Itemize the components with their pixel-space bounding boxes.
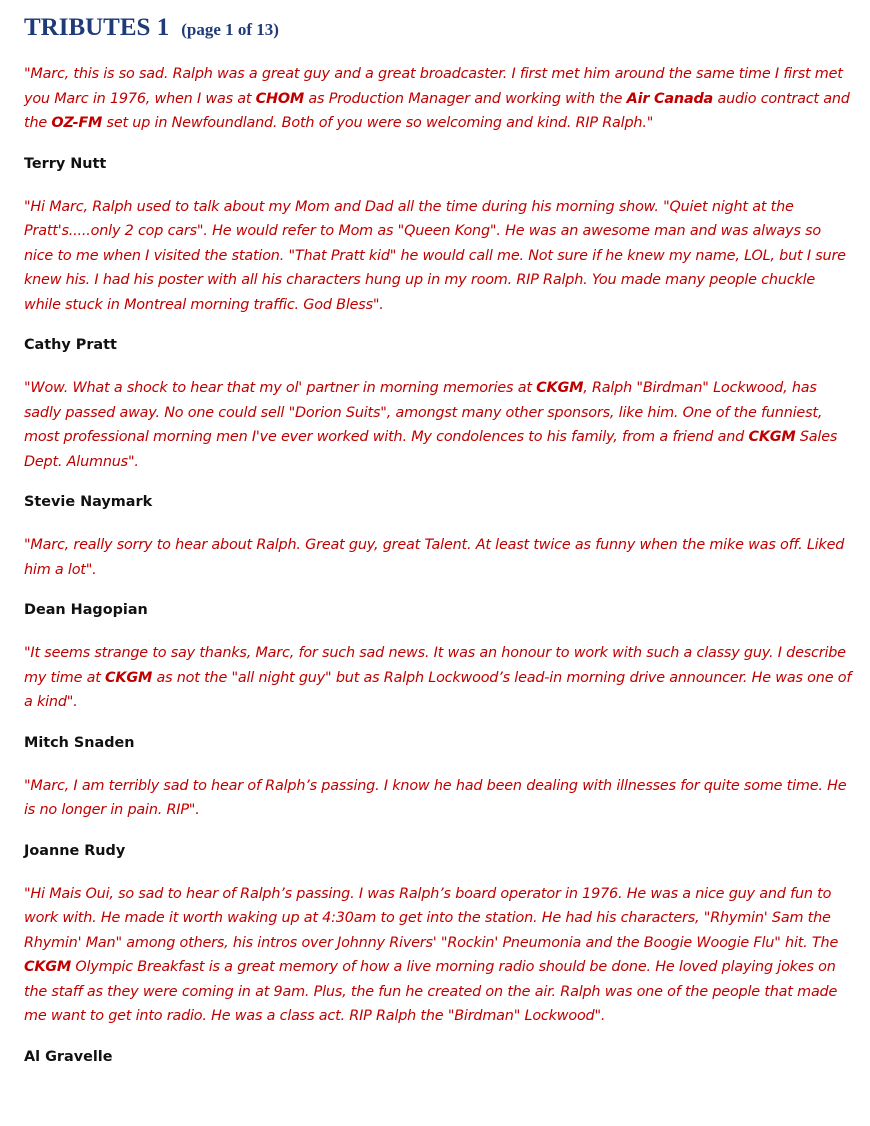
tribute-author: Mitch Snaden [24, 734, 135, 751]
tribute-quote [24, 882, 852, 1029]
tribute-author: Terry Nutt [24, 155, 107, 172]
page-title [24, 10, 852, 44]
quote-text: "Marc, I am terribly sad to hear of Ralph’s passing. I know he had been dealing with illnesses for quite some time. He is no longer in pain. RIP". [24, 777, 847, 818]
quote-text: "It seems strange to say thanks, Marc, for such sad news. It was an honour to work with such a classy guy. I describe my time at [24, 645, 846, 686]
tribute-author: Joanne Rudy [24, 842, 126, 859]
station-name: CHOM [255, 90, 305, 107]
page-title-pagination: (page 1 of 13) [181, 20, 279, 39]
quote-text: Sales Dept. Alumnus". [24, 429, 838, 470]
station-name: Air Canada [626, 90, 714, 107]
tribute-entry [24, 376, 852, 513]
tribute-quote [24, 62, 852, 136]
tribute-entry [24, 62, 852, 175]
quote-text: "Hi Marc, Ralph used to talk about my Mom and Dad all the time during his morning show. "Quiet night at the Pratt's.....only 2 cop cars". He would refer to Mom as "Queen Kong". He was an awesome man and was always so nice to me when I visited the station. "That Pratt kid" he would call me. Not sure if he knew my name, LOL, but I sure knew his. I had his poster with all his characters hung up in my room. RIP Ralph. You made many people chuckle while stuck in Montreal morning traffic. God Bless". [24, 198, 846, 313]
quote-text: "Hi Mais Oui, so sad to hear of Ralph’s passing. I was Ralph’s board operator in 1976. He was a nice guy and fun to work with. He made it worth waking up at 4:30am to get into the station. He had his characters, "Rhymin' Sam the Rhymin' Man" among others, his intros over Johnny Rivers' "Rockin' Pneumonia and the Boogie Woogie Flu" hit. The [24, 885, 839, 951]
tribute-author: Al Gravelle [24, 1048, 113, 1065]
quote-text: as Production Manager and working with the [304, 90, 627, 107]
quote-text: Olympic Breakfast is a great memory of how a live morning radio should be done. He loved playing jokes on the staff as they were coming in at 9am. Plus, the fun he created on the air. Ralph was one of the people that made me want to get into radio. He was a class act. RIP Ralph the "Birdman" Lockwood". [24, 959, 838, 1024]
tribute-entry [24, 641, 852, 754]
tribute-quote [24, 641, 852, 715]
page-title-main: TRIBUTES 1 [24, 14, 170, 41]
quote-text: , Ralph "Birdman" Lockwood, has sadly passed away. No one could sell "Dorion Suits", amongst many other sponsors, like him. One of the funniest, most professional morning men I've ever worked with. My condolences to his family, from a friend and [24, 380, 823, 445]
tribute-entry [24, 774, 852, 862]
station-name: CKGM [105, 669, 153, 686]
quote-text: "Marc, this is so sad. Ralph was a great guy and a great broadcaster. I first met him around the same time I first met you Marc in 1976, when I was at [24, 66, 843, 107]
tribute-quote [24, 195, 852, 318]
quote-text: set up in Newfoundland. Both of you were so welcoming and kind. RIP Ralph." [102, 115, 654, 131]
tribute-entry [24, 882, 852, 1068]
tribute-author: Dean Hagopian [24, 602, 148, 618]
quote-text: "Wow. What a shock to hear that my ol' partner in morning memories at [24, 380, 537, 396]
tribute-author: Stevie Naymark [24, 494, 153, 510]
quote-text: as not the "all night guy" but as Ralph Lockwood’s lead-in morning drive announcer. He was one of a kind". [24, 669, 852, 710]
tribute-quote [24, 533, 852, 582]
quote-text: "Marc, really sorry to hear about Ralph. Great guy, great Talent. At least twice as funny when the mike was off. Liked him a lot". [24, 537, 845, 578]
tribute-quote [24, 774, 852, 823]
tribute-quote [24, 376, 852, 474]
station-name: OZ-FM [51, 115, 103, 131]
station-name: CKGM [24, 959, 72, 975]
tribute-entry [24, 195, 852, 357]
station-name: CKGM [536, 380, 584, 396]
tribute-author: Cathy Pratt [24, 337, 117, 353]
quote-text: audio contract and the [24, 90, 850, 131]
tributes-list [24, 62, 852, 1068]
station-name: CKGM [748, 429, 796, 445]
tribute-entry [24, 533, 852, 621]
